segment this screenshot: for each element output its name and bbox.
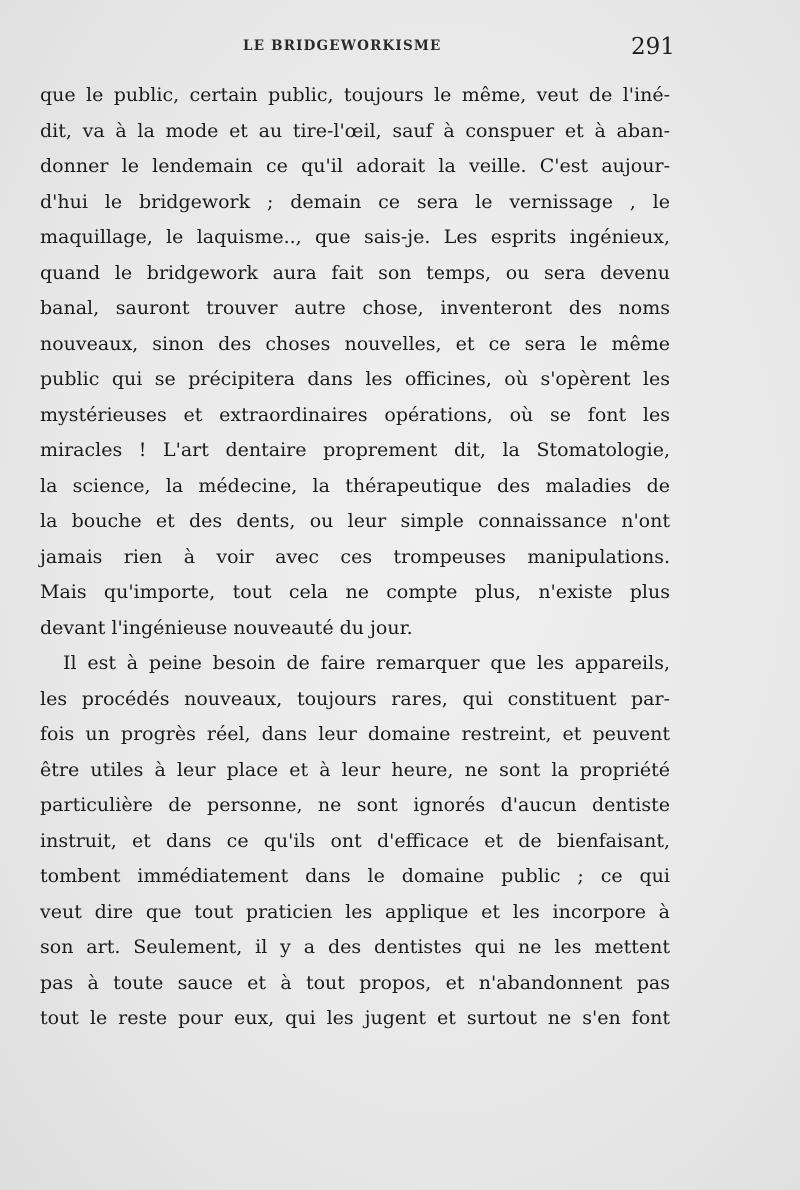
page-number: 291 [631, 34, 675, 60]
text-line: d'hui le bridgework ; demain ce sera le vernissage , le [40, 190, 670, 213]
text-line: Mais qu'importe, tout cela ne compte plus, n'existe plus [40, 581, 670, 603]
text-line: quand le bridgework aura fait son temps, ou sera devenu [40, 261, 670, 284]
text-line: tombent immédiatement dans le domaine public ; ce qui [40, 865, 670, 887]
text-line: tout le reste pour eux, qui les jugent et surtout ne s'en font [40, 1007, 670, 1029]
text-line: pas à toute sauce et à tout propos, et n'abandonnent pas [40, 971, 670, 994]
paragraph-1 [40, 78, 670, 646]
text-line: instruit, et dans ce qu'ils ont d'efficace et de bienfaisant, [40, 829, 670, 852]
body-text [40, 78, 670, 1037]
text-line: public qui se précipitera dans les officines, où s'opèrent les [40, 368, 670, 390]
paragraph-2 [40, 646, 670, 1037]
text-line: particulière de personne, ne sont ignorés d'aucun dentiste [40, 794, 670, 816]
text-line: son art. Seulement, il y a des dentistes qui ne les mettent [40, 936, 670, 958]
text-line: banal, sauront trouver autre chose, inventeront des noms [40, 297, 670, 319]
text-line: être utiles à leur place et à leur heure, ne sont la propriété [40, 758, 670, 781]
running-title: LE BRIDGEWORKISME [243, 38, 442, 54]
text-line: donner le lendemain ce qu'il adorait la veille. C'est aujour- [40, 155, 670, 177]
text-line: nouveaux, sinon des choses nouvelles, et ce sera le même [40, 332, 670, 355]
text-line: veut dire que tout praticien les applique et les incorpore à [40, 900, 670, 923]
text-line: la science, la médecine, la thérapeutique des maladies de [40, 474, 670, 497]
text-line: devant l'ingénieuse nouveauté du jour. [40, 616, 413, 639]
text-line: les procédés nouveaux, toujours rares, qui constituent par- [40, 687, 670, 710]
text-line: fois un progrès réel, dans leur domaine restreint, et peuvent [40, 723, 670, 745]
text-line: dit, va à la mode et au tire-l'œil, sauf à conspuer et à aban- [40, 119, 670, 142]
text-line: la bouche et des dents, ou leur simple connaissance n'ont [40, 510, 670, 532]
text-line: que le public, certain public, toujours le même, veut de l'iné- [40, 84, 670, 106]
text-line: maquillage, le laquisme.., que sais-je. Les esprits ingénieux, [40, 226, 670, 248]
text-line: jamais rien à voir avec ces trompeuses manipulations. [40, 545, 670, 568]
text-line: mystérieuses et extraordinaires opérations, où se font les [40, 403, 670, 426]
text-line: miracles ! L'art dentaire proprement dit, la Stomatologie, [40, 439, 670, 461]
page-header [0, 34, 800, 64]
text-line: Il est à peine besoin de faire remarquer que les appareils, [63, 652, 670, 674]
